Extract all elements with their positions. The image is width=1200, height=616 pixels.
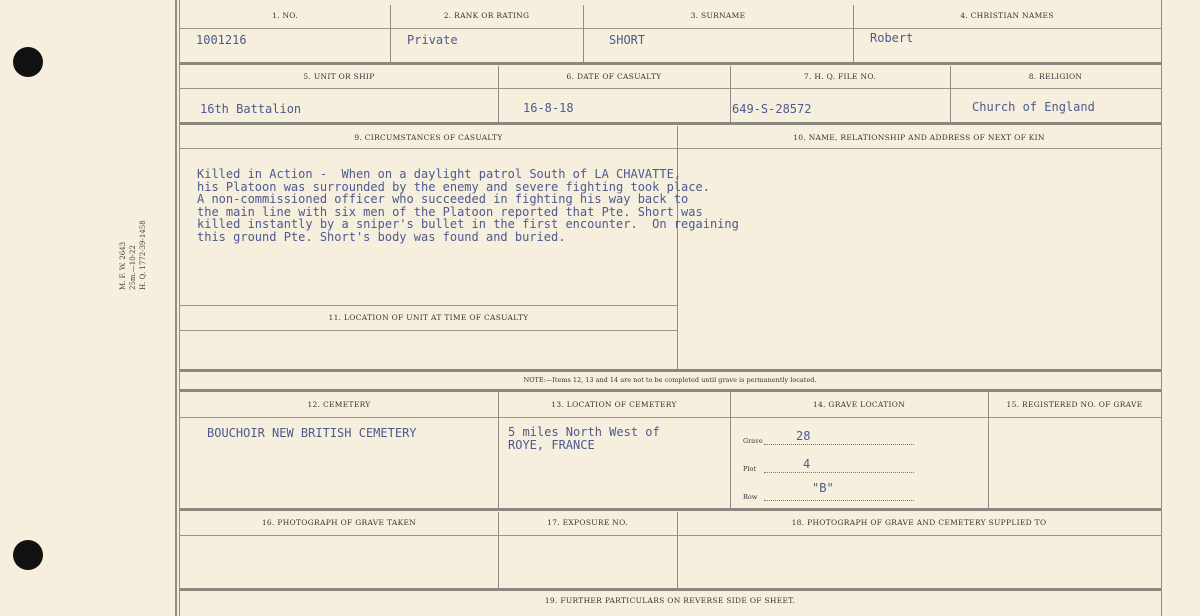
- divider: [179, 389, 1161, 392]
- circumstances-text: Killed in Action - When on a daylight patrol South of LA CHAVATTE, his Platoon was surrounded by the enemy and severe fighting took place. A non-commissioned officer who succeeded in fighting his way back to the main line with six men of the Platoon reported that Pte. Short was killed instantly by a sniper's bullet in the first encounter. On regaining this ground Pte. Short's body was found and buried.: [197, 167, 739, 244]
- divider: [179, 417, 1161, 418]
- header-unit: 5. UNIT OR SHIP: [303, 72, 375, 81]
- divider: [179, 148, 1161, 149]
- value-no: 1001216: [196, 33, 247, 47]
- punch-hole-bottom: [13, 540, 43, 570]
- row-value: "B": [812, 481, 834, 495]
- grave-label: Grave: [743, 437, 763, 445]
- divider: [179, 330, 677, 331]
- header-no: 1. NO.: [272, 11, 298, 20]
- divider: [179, 88, 1161, 89]
- header-surname: 3. SURNAME: [690, 11, 746, 20]
- value-cemetery: BOUCHOIR NEW BRITISH CEMETERY: [207, 426, 417, 440]
- header-rank: 2. RANK OR RATING: [443, 11, 530, 20]
- header-photo-supplied: 18. PHOTOGRAPH OF GRAVE AND CEMETERY SUPPLIED TO: [791, 518, 1047, 527]
- header-circumstances: 9. CIRCUMSTANCES OF CASUALTY: [354, 133, 503, 142]
- value-surname: SHORT: [609, 33, 646, 47]
- value-religion: Church of England: [972, 100, 1095, 114]
- header-location-cemetery: 13. LOCATION OF CEMETERY: [551, 400, 677, 409]
- row-label: Row: [743, 493, 758, 501]
- plot-value: 4: [803, 457, 811, 471]
- right-border: [1161, 0, 1162, 616]
- divider: [179, 369, 1161, 372]
- divider: [179, 535, 1161, 536]
- header-exposure-no: 17. EXPOSURE NO.: [547, 518, 628, 527]
- divider: [179, 508, 1161, 511]
- value-file-no: 649-S-28572: [732, 102, 812, 116]
- row-line: [764, 500, 914, 501]
- grave-line: [764, 444, 914, 445]
- value-rank: Private: [407, 33, 458, 47]
- divider: [179, 305, 677, 306]
- divider: [179, 62, 1161, 65]
- header-religion: 8. RELIGION: [1028, 72, 1083, 81]
- grave-value: 28: [796, 429, 811, 443]
- header-christian-names: 4. CHRISTIAN NAMES: [960, 11, 1054, 20]
- divider: [677, 126, 678, 370]
- left-border: [175, 0, 177, 616]
- value-unit: 16th Battalion: [200, 102, 302, 116]
- header-file-no: 7. H. Q. FILE NO.: [803, 72, 877, 81]
- header-next-of-kin: 10. NAME, RELATIONSHIP AND ADDRESS OF NEXT OF KIN: [793, 133, 1045, 142]
- divider: [179, 122, 1161, 125]
- header-grave-location: 14. GRAVE LOCATION: [812, 400, 906, 409]
- footer-note: 19. FURTHER PARTICULARS ON REVERSE SIDE OF SHEET.: [544, 596, 796, 605]
- header-location-unit: 11. LOCATION OF UNIT AT TIME OF CASUALTY: [328, 313, 529, 322]
- header-registered-no: 15. REGISTERED NO. OF GRAVE: [1006, 400, 1143, 409]
- header-date: 6. DATE OF CASUALTY: [566, 72, 662, 81]
- divider: [179, 588, 1161, 591]
- punch-hole-top: [13, 47, 43, 77]
- divider: [179, 28, 1161, 29]
- value-date: 16-8-18: [523, 101, 574, 115]
- value-location-cemetery: 5 miles North West of ROYE, FRANCE: [508, 425, 660, 452]
- plot-label: Plot: [743, 465, 756, 473]
- plot-line: [764, 472, 914, 473]
- note: NOTE:—Items 12, 13 and 14 are not to be completed until grave is permanently located.: [523, 376, 817, 384]
- header-photo-taken: 16. PHOTOGRAPH OF GRAVE TAKEN: [261, 518, 417, 527]
- form-codes: M. F. W. 2643 25m.—10-22 H. Q. 1772-39-1458: [119, 220, 147, 290]
- value-christian-names: Robert: [870, 31, 914, 45]
- header-cemetery: 12. CEMETERY: [307, 400, 371, 409]
